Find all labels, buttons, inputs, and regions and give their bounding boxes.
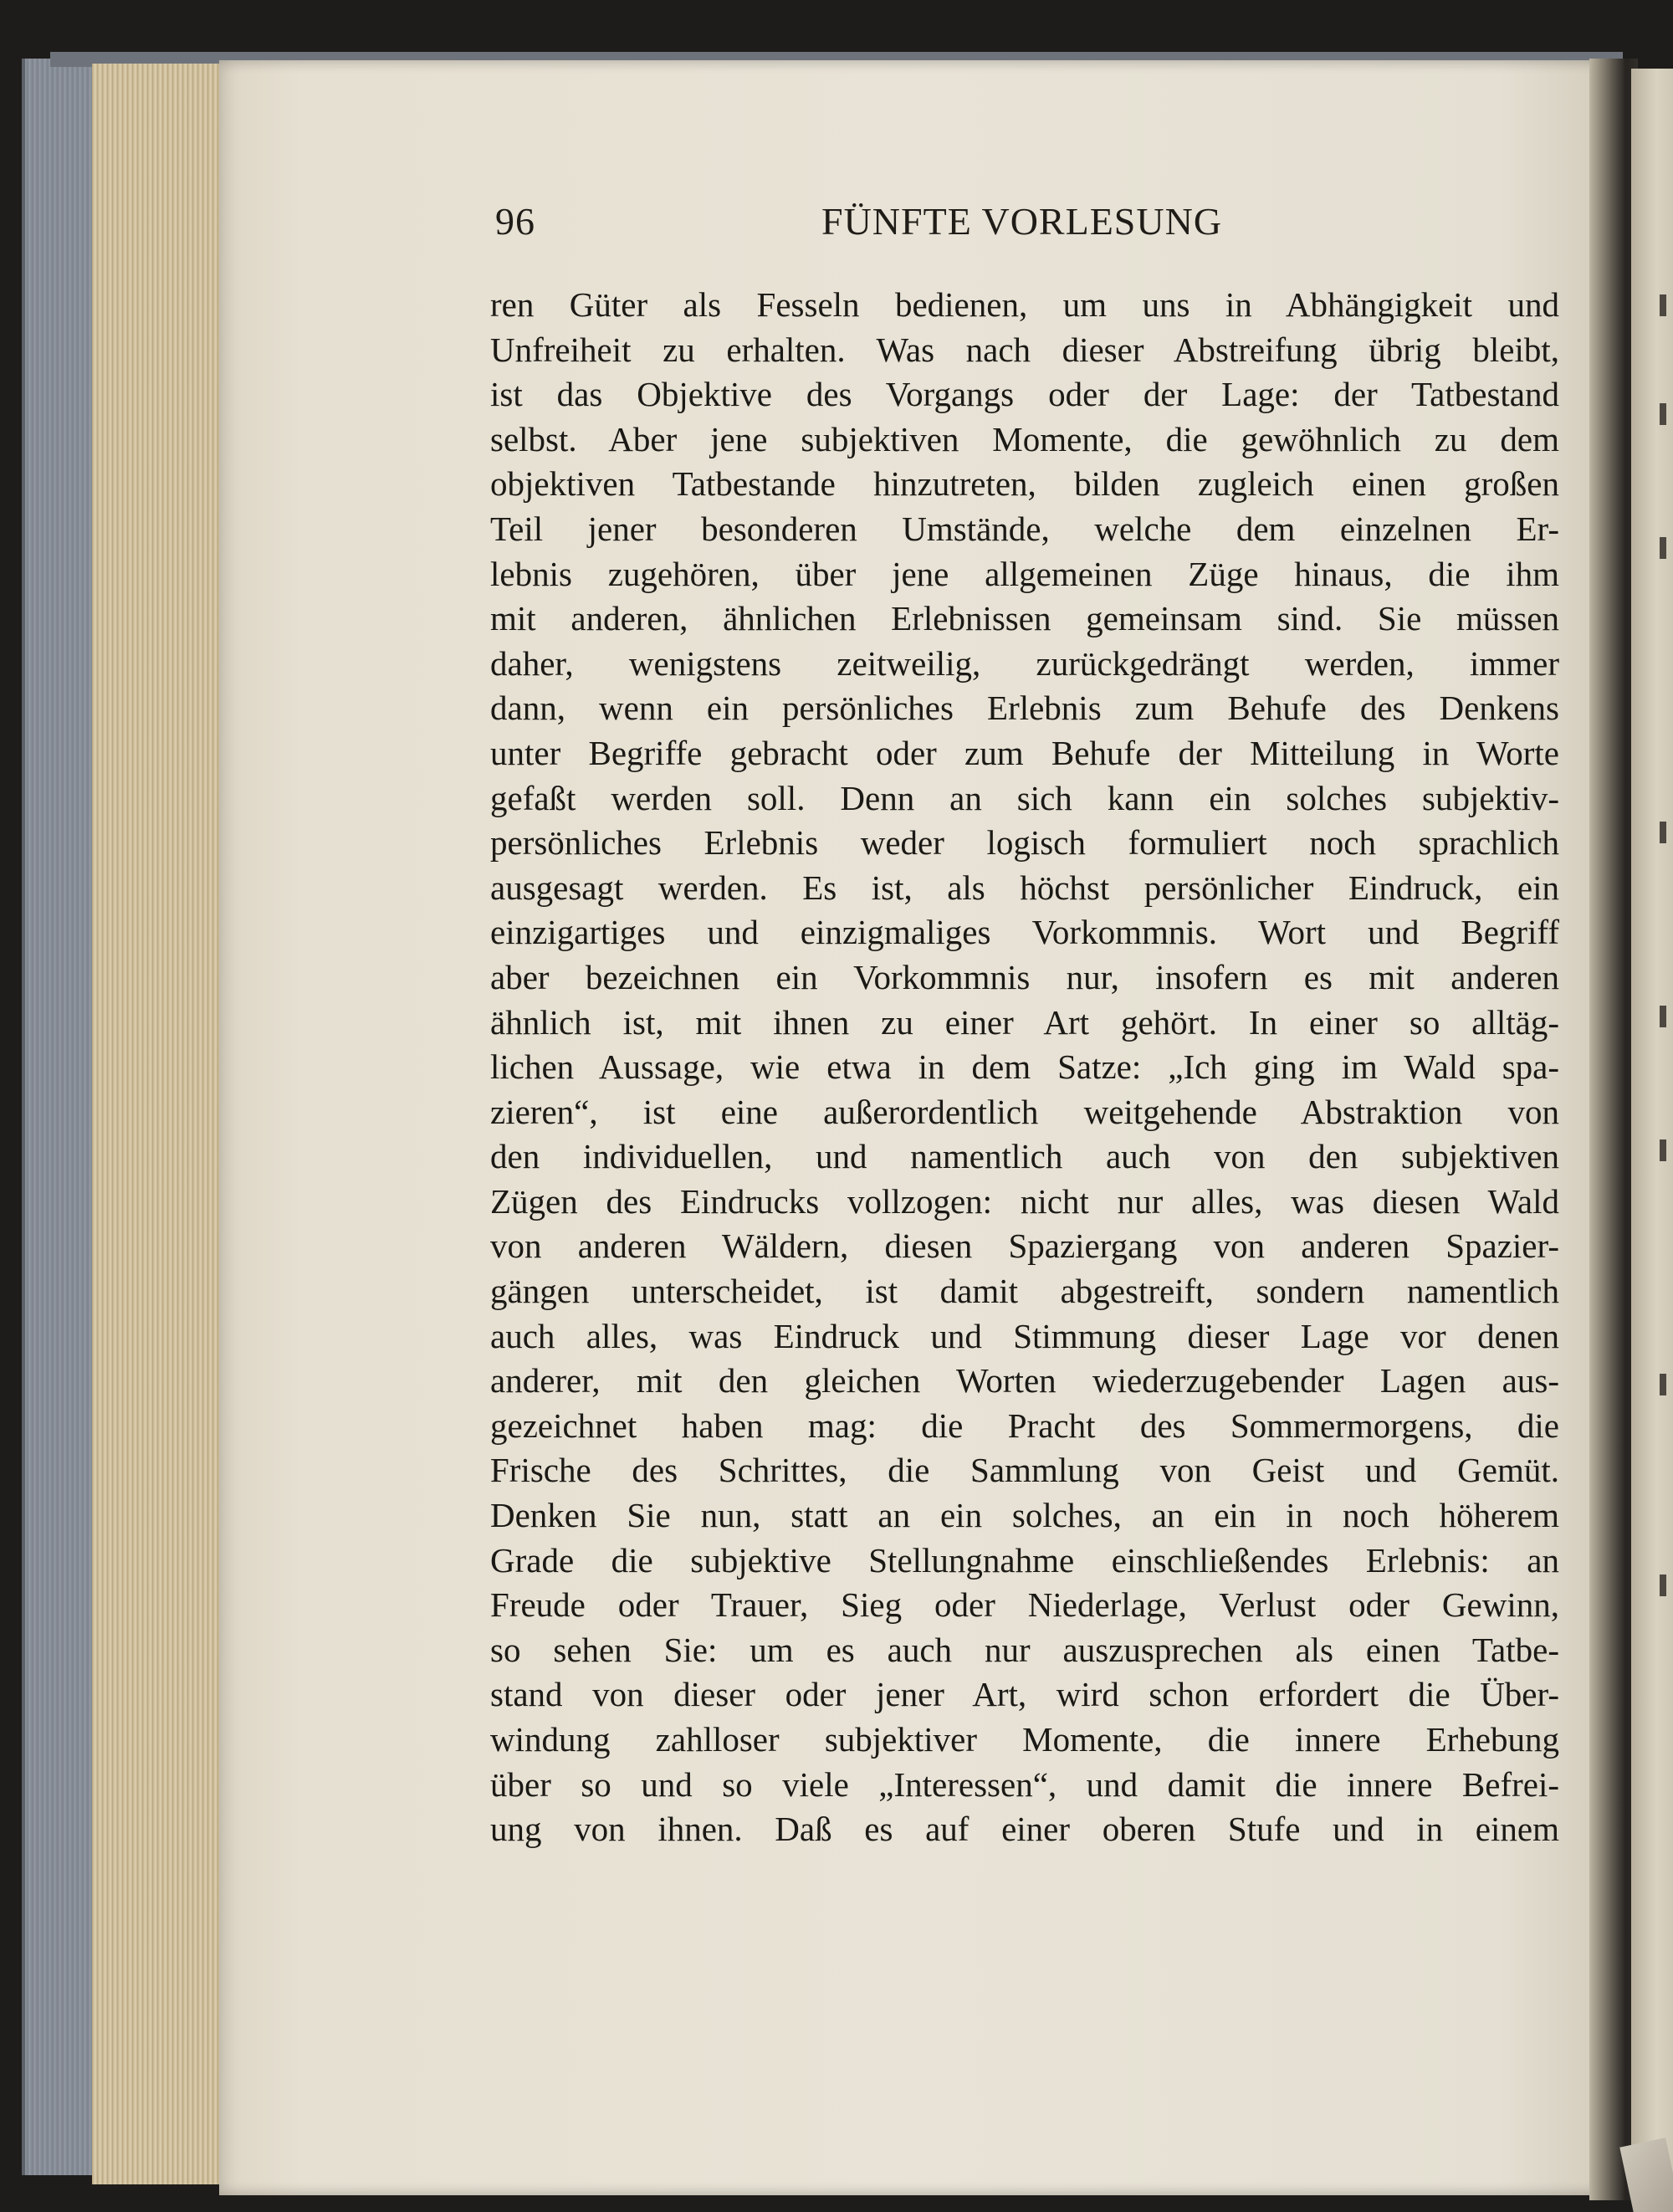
facing-page-glyph bbox=[1660, 1006, 1666, 1027]
text-line: Denken Sie nun, statt an ein solches, an ein in noch höherem bbox=[490, 1496, 1559, 1535]
text-line: Frische des Schrittes, die Sammlung von Geist und Gemüt. bbox=[490, 1451, 1559, 1490]
facing-page-glyph bbox=[1660, 403, 1666, 425]
text-line: gefaßt werden soll. Denn an sich kann ein solches subjektiv- bbox=[490, 778, 1559, 817]
text-line: unter Begriffe gebracht oder zum Behufe der Mitteilung in Worte bbox=[490, 733, 1559, 772]
facing-page-edge bbox=[1631, 69, 1673, 2194]
text-line: ausgesagt werden. Es ist, als höchst persönlicher Eindruck, ein bbox=[490, 868, 1559, 907]
facing-page-glyph bbox=[1660, 1139, 1666, 1161]
text-line: stand von dieser oder jener Art, wird schon erfordert die Über- bbox=[490, 1675, 1559, 1714]
bookmark-ribbon bbox=[1619, 2138, 1673, 2212]
text-line: anderer, mit den gleichen Worten wiederzugebender Lagen aus- bbox=[490, 1361, 1559, 1400]
facing-page-glyph bbox=[1660, 822, 1666, 843]
text-line: lebnis zugehören, über jene allgemeinen Züge hinaus, die ihm bbox=[490, 554, 1559, 593]
text-line: ren Güter als Fesseln bedienen, um uns in Abhängigkeit und bbox=[490, 285, 1559, 324]
text-line: mit anderen, ähnlichen Erlebnissen gemeinsam sind. Sie müssen bbox=[490, 599, 1559, 638]
text-line: windung zahlloser subjektiver Momente, die innere Erhebung bbox=[490, 1720, 1559, 1759]
book-spine bbox=[22, 59, 102, 2175]
text-line: so sehen Sie: um es auch nur auszusprechen als einen Tatbe- bbox=[490, 1630, 1559, 1669]
facing-page-glyph bbox=[1660, 537, 1666, 559]
text-line: den individuellen, und namentlich auch von den subjektiven bbox=[490, 1137, 1559, 1176]
text-line: zieren“, ist eine außerordentlich weitgehende Abstraktion von bbox=[490, 1092, 1559, 1131]
text-line: einzigartiges und einzigmaliges Vorkommnis. Wort und Begriff bbox=[490, 913, 1559, 952]
text-line: ung von ihnen. Daß es auf einer oberen Stufe und in einem bbox=[490, 1810, 1559, 1849]
running-header bbox=[495, 199, 1556, 249]
running-title: FÜNFTE VORLESUNG bbox=[821, 200, 1223, 243]
text-line: auch alles, was Eindruck und Stimmung dieser Lage vor denen bbox=[490, 1316, 1559, 1355]
text-line: Freude oder Trauer, Sieg oder Niederlage, Verlust oder Gewinn, bbox=[490, 1585, 1559, 1625]
facing-page-glyph bbox=[1660, 294, 1666, 316]
text-line: gängen unterscheidet, ist damit abgestreift, sondern namentlich bbox=[490, 1272, 1559, 1311]
text-line: aber bezeichnen ein Vorkommnis nur, insofern es mit anderen bbox=[490, 957, 1559, 996]
page-number: 96 bbox=[495, 200, 535, 243]
page-edges bbox=[92, 64, 230, 2184]
text-line: selbst. Aber jene subjektiven Momente, die gewöhnlich zu dem bbox=[490, 419, 1559, 458]
text-line: von anderen Wäldern, diesen Spaziergang von anderen Spazier- bbox=[490, 1226, 1559, 1266]
text-line: Zügen des Eindrucks vollzogen: nicht nur alles, was diesen Wald bbox=[490, 1181, 1559, 1221]
text-line: persönliches Erlebnis weder logisch formuliert noch sprachlich bbox=[490, 823, 1559, 863]
facing-page-glyph bbox=[1660, 1374, 1666, 1395]
text-line: daher, wenigstens zeitweilig, zurückgedrängt werden, immer bbox=[490, 643, 1559, 683]
text-line: ähnlich ist, mit ihnen zu einer Art gehört. In einer so alltäg- bbox=[490, 1002, 1559, 1042]
body-text bbox=[490, 283, 1559, 1852]
text-line: über so und so viele „Interessen“, und damit die innere Befrei- bbox=[490, 1764, 1559, 1804]
text-line: objektiven Tatbestande hinzutreten, bilden zugleich einen großen bbox=[490, 464, 1559, 504]
text-line: Teil jener besonderen Umstände, welche dem einzelnen Er- bbox=[490, 509, 1559, 548]
text-line: ist das Objektive des Vorgangs oder der Lage: der Tatbestand bbox=[490, 375, 1559, 414]
text-line: Unfreiheit zu erhalten. Was nach dieser Abstreifung übrig bleibt, bbox=[490, 330, 1559, 369]
text-line: dann, wenn ein persönliches Erlebnis zum Behufe des Denkens bbox=[490, 689, 1559, 728]
text-line: gezeichnet haben mag: die Pracht des Sommermorgens, die bbox=[490, 1406, 1559, 1445]
text-line: lichen Aussage, wie etwa in dem Satze: „Ich ging im Wald spa- bbox=[490, 1047, 1559, 1087]
facing-page-glyph bbox=[1660, 1575, 1666, 1596]
text-line: Grade die subjektive Stellungnahme einschließendes Erlebnis: an bbox=[490, 1540, 1559, 1580]
